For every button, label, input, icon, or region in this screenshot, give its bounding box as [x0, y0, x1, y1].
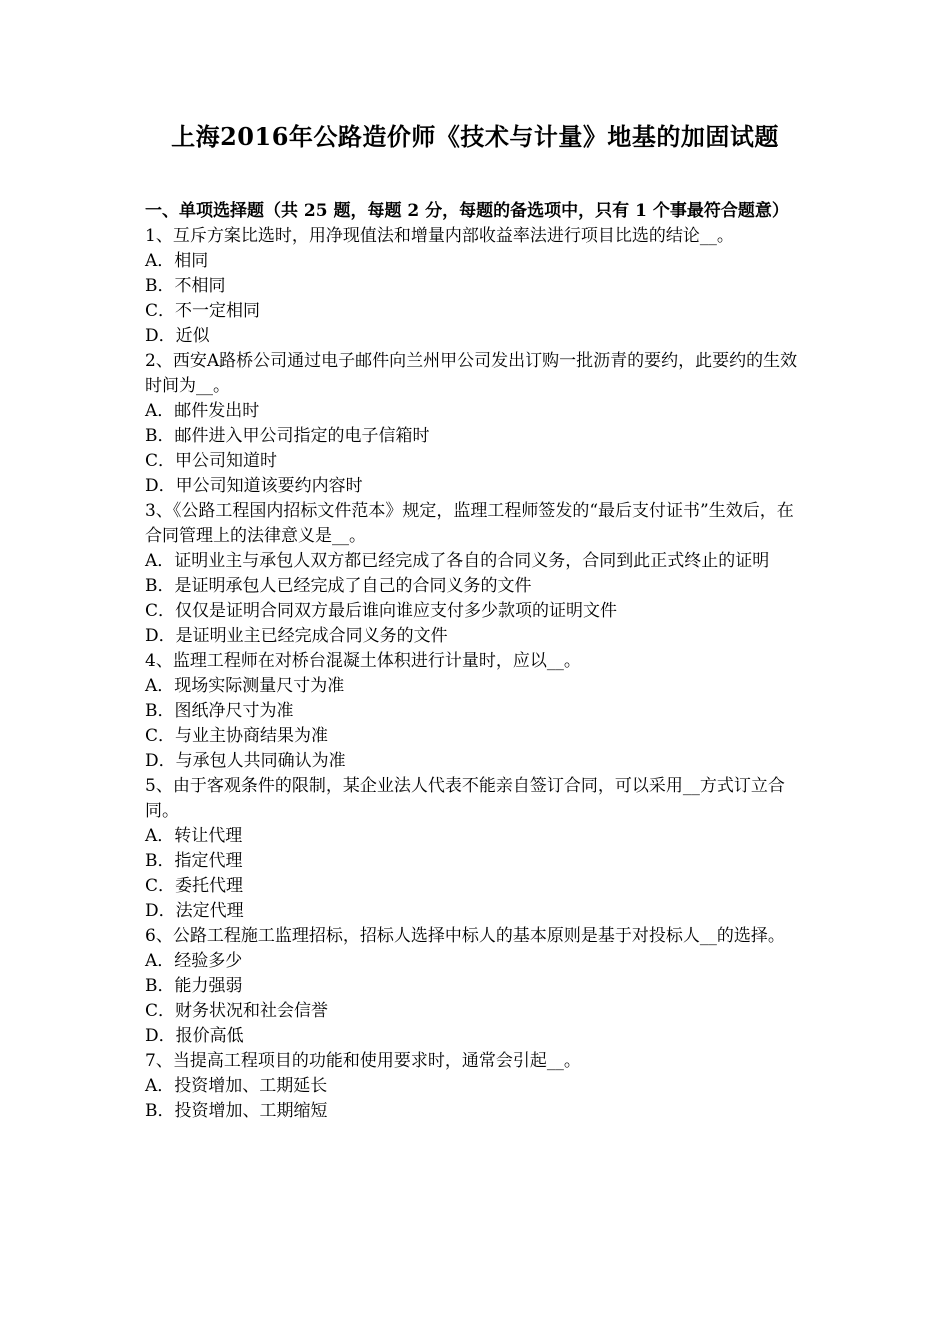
question-stem: 1、互斥方案比选时，用净现值法和增量内部收益率法进行项目比选的结论__。 [145, 226, 734, 246]
option-d: D．甲公司知道该要约内容时 [145, 476, 363, 496]
option-a: A．证明业主与承包人双方都已经完成了各自的合同义务，合同到此正式终止的证明 [145, 551, 770, 571]
option-c: C．甲公司知道时 [145, 451, 278, 471]
question-stem: 5、由于客观条件的限制，某企业法人代表不能亲自签订合同，可以采用__方式订立合同。 [145, 776, 785, 821]
option-d: D．与承包人共同确认为准 [145, 751, 346, 771]
document-body [145, 199, 810, 1124]
section-heading: 一、单项选择题（共 25 题，每题 2 分，每题的备选项中，只有 1 个事最符合题意） [145, 201, 789, 221]
option-a: A．现场实际测量尺寸为准 [145, 676, 345, 696]
option-d: D．是证明业主已经完成合同义务的文件 [145, 626, 448, 646]
option-c: C．财务状况和社会信誉 [145, 1001, 329, 1021]
question-1 [145, 224, 810, 349]
document-title: 上海2016年公路造价师《技术与计量》地基的加固试题 [171, 122, 779, 151]
question-stem: 7、当提高工程项目的功能和使用要求时，通常会引起__。 [145, 1051, 581, 1071]
option-a: A．经验多少 [145, 951, 243, 971]
option-d: D．报价高低 [145, 1026, 244, 1046]
option-b: B．投资增加、工期缩短 [145, 1101, 328, 1121]
option-a: A．投资增加、工期延长 [145, 1076, 328, 1096]
option-b: B．不相同 [145, 276, 226, 296]
option-a: A．邮件发出时 [145, 401, 260, 421]
option-d: D．法定代理 [145, 901, 244, 921]
option-b: B．是证明承包人已经完成了自己的合同义务的文件 [145, 576, 532, 596]
option-a: A．相同 [145, 251, 209, 271]
option-c: C．与业主协商结果为准 [145, 726, 329, 746]
question-stem: 2、西安A路桥公司通过电子邮件向兰州甲公司发出订购一批沥青的要约，此要约的生效时间为__。 [145, 351, 798, 396]
question-4 [145, 649, 810, 774]
question-5 [145, 774, 810, 924]
option-c: C．仅仅是证明合同双方最后谁向谁应支付多少款项的证明文件 [145, 601, 618, 621]
question-6 [145, 924, 810, 1049]
question-stem: 6、公路工程施工监理招标，招标人选择中标人的基本原则是基于对投标人__的选择。 [145, 926, 785, 946]
option-b: B．指定代理 [145, 851, 243, 871]
question-3 [145, 499, 810, 649]
question-2 [145, 349, 810, 499]
option-c: C．委托代理 [145, 876, 244, 896]
option-b: B．图纸净尺寸为准 [145, 701, 294, 721]
question-stem: 4、监理工程师在对桥台混凝土体积进行计量时，应以__。 [145, 651, 581, 671]
question-stem: 3、《公路工程国内招标文件范本》规定，监理工程师签发的“最后支付证书”生效后，在合同管理上的法律意义是__。 [145, 501, 794, 546]
question-7 [145, 1049, 810, 1124]
option-d: D．近似 [145, 326, 210, 346]
option-a: A．转让代理 [145, 826, 243, 846]
option-b: B．邮件进入甲公司指定的电子信箱时 [145, 426, 430, 446]
option-b: B．能力强弱 [145, 976, 243, 996]
option-c: C．不一定相同 [145, 301, 261, 321]
